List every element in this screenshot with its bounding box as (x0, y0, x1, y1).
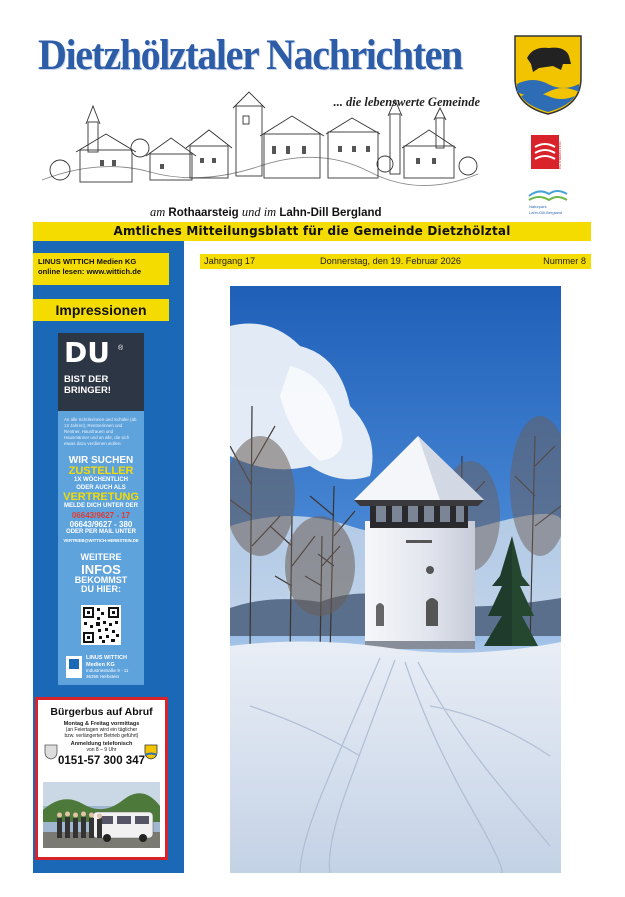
ad-du-hier: DU HIER: (81, 584, 121, 594)
ad-zusteller: ZUSTELLER (68, 465, 134, 477)
rothaarsteig-logo-text: ROTHAARSTEIG (558, 141, 562, 169)
ad-woechentlich: 1X WÖCHENTLICH (74, 477, 128, 483)
ad-per-mail: ODER PER MAIL UNTER (66, 528, 136, 535)
ad-du-text: DU (64, 336, 110, 369)
ad-wir-suchen: WIR SUCHEN (68, 455, 134, 466)
bringer-advertisement (58, 333, 144, 685)
ad-footer (66, 655, 128, 679)
right-crest-icon (144, 744, 158, 760)
ad-oder-auch-als: ODER AUCH ALS (76, 484, 126, 491)
ad-phone-1: 06643/9627 - 17 (71, 510, 131, 520)
official-bulletin-banner: Amtliches Mitteilungsblatt für die Gemeinde Dietzhölztal (33, 222, 591, 241)
subline-am: am (150, 205, 166, 219)
buergerbus-note-2: bzw. verlängerter Betrieb geführt) (64, 733, 139, 739)
ad-header (58, 333, 144, 411)
issue-number: Nummer 8 (543, 256, 586, 266)
buergerbus-days: Montag & Freitag vormittags (63, 721, 140, 727)
ad-reg-mark: ® (118, 345, 124, 352)
left-crest-icon (44, 744, 58, 760)
ad-phone-2: 06643/9627 - 380 (69, 519, 133, 529)
masthead-tagline: ... die lebenswerte Gemeinde (333, 95, 480, 109)
buergerbus-phone[interactable]: 0151-57 300 347 (58, 755, 145, 767)
masthead-title: Dietzhölztaler Nachrichten (38, 32, 462, 79)
publisher-online: online lesen: www.wittich.de (38, 267, 142, 276)
ad-infos: INFOS (81, 561, 121, 577)
ad-footer-addr-1: Industriestraße 9 - 11 (86, 668, 129, 673)
naturpark-logo-text-1: Naturpark (529, 204, 547, 209)
village-sketch-illustration (40, 88, 480, 200)
naturpark-logo (525, 186, 571, 218)
qr-code-icon[interactable] (81, 605, 121, 645)
buergerbus-note-1: (an Feiertagen wird ein täglicher (65, 727, 138, 733)
subline-rothaarsteig: Rothaarsteig (168, 207, 239, 219)
section-title: Impressionen (33, 299, 169, 321)
municipality-crest (513, 34, 583, 116)
subline-und-im: und im (241, 205, 277, 219)
ad-bist-der: BIST DER (64, 374, 109, 385)
ad-mail: VERTRIEB@WITTICH-HERBSTEIN.DE (63, 538, 139, 543)
wittich-logo-icon (66, 656, 82, 678)
buergerbus-registration: Anmeldung telefonisch (70, 741, 133, 747)
buergerbus-group-photo (43, 782, 160, 848)
rothaarsteig-logo (527, 133, 567, 175)
publisher-name: LINUS WITTICH Medien KG (38, 257, 137, 266)
ad-footer-name-1: LINUS WITTICH (86, 655, 127, 661)
buergerbus-advertisement (35, 697, 168, 860)
masthead-subline (150, 205, 480, 220)
ad-footer-text (86, 655, 128, 679)
issue-info-bar (200, 254, 591, 269)
ad-footer-name-2: Medien KG (86, 661, 115, 668)
issue-volume: Jahrgang 17 (204, 256, 256, 266)
issue-date: Donnerstag, den 19. Februar 2026 (320, 256, 461, 266)
ad-bekommst: BEKOMMST (74, 574, 128, 585)
ad-weitere: WEITERE (80, 552, 122, 562)
ad-vertretung: VERTRETUNG (63, 491, 139, 503)
ad-footer-addr-2: 36358 Herbstein (86, 673, 120, 679)
buergerbus-title: Bürgerbus auf Abruf (50, 706, 153, 718)
buergerbus-hours: von 8 – 9 Uhr (86, 747, 117, 753)
winter-tower-photo (230, 286, 561, 873)
ad-melde: MELDE DICH UNTER DER (63, 503, 138, 509)
publisher-box (33, 253, 169, 285)
ad-intro-text: An alle Schülerinnen und Schüler (ab 13 Jahren), Rentnerinnen und Rentner, Hausfrauen und Hausmänner und an alle, die sich etwas dazu verdienen wollen: (64, 417, 137, 446)
subline-lahn-dill: Lahn-Dill Bergland (279, 207, 382, 219)
ad-bringer-text: BRINGER! (64, 385, 111, 396)
naturpark-logo-text-2: Lahn-Dill-Bergland (529, 210, 563, 215)
